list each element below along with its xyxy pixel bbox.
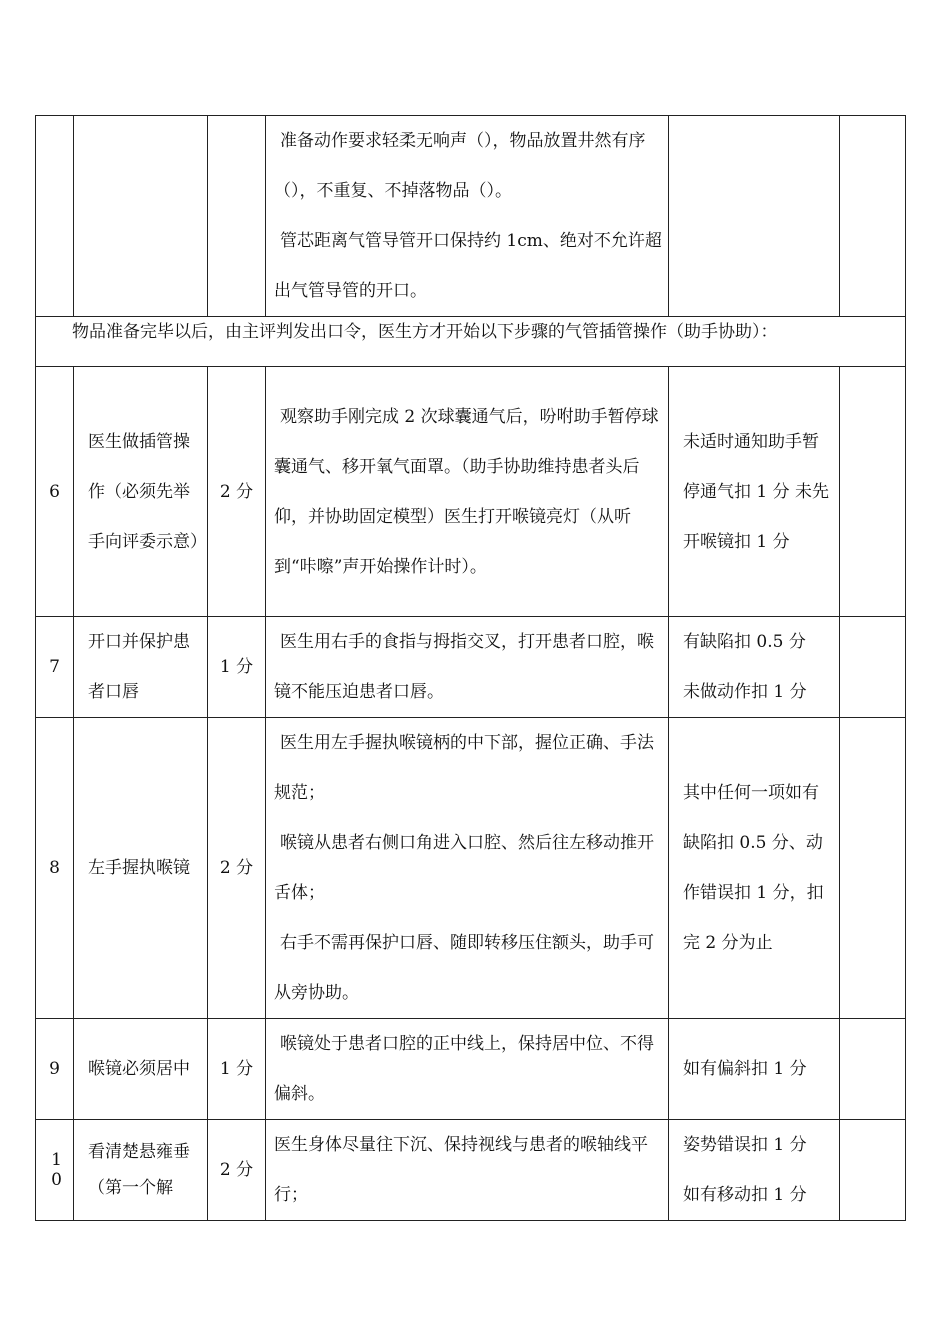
deduction-cell: 未适时通知助手暂停通气扣 1 分 未先开喉镜扣 1 分 <box>669 367 840 617</box>
table-row <box>36 1019 906 1120</box>
item-cell <box>74 116 208 317</box>
remark-cell <box>840 116 906 317</box>
number-cell: 9 <box>36 1019 74 1120</box>
table-row <box>36 367 906 617</box>
deduction-cell: 如有偏斜扣 1 分 <box>669 1019 840 1120</box>
deduction-cell <box>669 116 840 317</box>
table-row <box>36 1120 906 1221</box>
score-cell: 1 分 <box>208 1019 266 1120</box>
content-paragraph: 医生身体尽量往下沉、保持视线与患者的喉轴线平行； <box>274 1135 648 1205</box>
scoring-table <box>35 115 906 1221</box>
remark-cell <box>840 718 906 1019</box>
score-cell: 1 分 <box>208 617 266 718</box>
score-cell <box>208 116 266 317</box>
number-digit: 0 <box>51 1170 62 1190</box>
content-paragraph: 医生用左手握执喉镜柄的中下部，握位正确、手法规范； <box>274 733 654 803</box>
deduction-cell <box>669 1120 840 1221</box>
table-row <box>36 718 906 1019</box>
deduction-line: 如有移动扣 1 分 <box>683 1185 807 1205</box>
item-cell: 左手握执喉镜 <box>74 718 208 1019</box>
remark-cell <box>840 617 906 718</box>
number-cell <box>36 116 74 317</box>
content-cell <box>266 116 669 317</box>
table-row-prep <box>36 116 906 317</box>
deduction-line: 有缺陷扣 0.5 分 <box>683 632 806 652</box>
table-row <box>36 617 906 718</box>
content-paragraph: 喉镜从患者右侧口角进入口腔、然后往左移动推开舌体； <box>274 833 654 903</box>
number-cell <box>36 1120 74 1221</box>
content-paragraph: 医生用右手的食指与拇指交叉，打开患者口腔，喉镜不能压迫患者口唇。 <box>274 632 654 702</box>
content-cell <box>266 1120 669 1221</box>
deduction-cell <box>669 617 840 718</box>
remark-cell <box>840 367 906 617</box>
content-cell <box>266 718 669 1019</box>
item-cell: 喉镜必须居中 <box>74 1019 208 1120</box>
item-cell: 开口并保护患者口唇 <box>74 617 208 718</box>
deduction-line: 姿势错误扣 1 分 <box>683 1135 807 1155</box>
content-paragraph: 准备动作要求轻柔无响声（），物品放置井然有序（），不重复、不掉落物品（）。 <box>274 131 646 201</box>
instruction-note: 物品准备完毕以后，由主评判发出口令，医生方才开始以下步骤的气管插管操作（助手协助）： <box>36 317 906 367</box>
number-cell: 8 <box>36 718 74 1019</box>
score-cell: 2 分 <box>208 1120 266 1221</box>
content-cell <box>266 1019 669 1120</box>
deduction-line: 未做动作扣 1 分 <box>683 682 807 702</box>
score-cell: 2 分 <box>208 367 266 617</box>
item-cell: 看清楚悬雍垂（第一个解 <box>74 1120 208 1221</box>
content-cell <box>266 617 669 718</box>
content-paragraph: 喉镜处于患者口腔的正中线上，保持居中位、不得偏斜。 <box>274 1034 654 1104</box>
deduction-cell: 其中任何一项如有缺陷扣 0.5 分、动作错误扣 1 分，扣完 2 分为止 <box>669 718 840 1019</box>
content-paragraph: 右手不需再保护口唇、随即转移压住额头，助手可从旁协助。 <box>274 933 654 1003</box>
content-paragraph: 观察助手刚完成 2 次球囊通气后，吩咐助手暂停球囊通气、移开氧气面罩。（助手协助维持患者头后仰，并协助固定模型）医生打开喉镜亮灯（从听到“咔嚓”声开始操作计时）。 <box>274 406 659 577</box>
number-digit: 1 <box>51 1150 62 1170</box>
remark-cell <box>840 1120 906 1221</box>
table-row-note <box>36 317 906 367</box>
number-cell: 6 <box>36 367 74 617</box>
content-paragraph: 管芯距离气管导管开口保持约 1cm、绝对不允许超出气管导管的开口。 <box>274 231 662 301</box>
item-cell: 医生做插管操作（必须先举手向评委示意） <box>74 367 208 617</box>
content-cell <box>266 367 669 617</box>
remark-cell <box>840 1019 906 1120</box>
number-cell: 7 <box>36 617 74 718</box>
score-cell: 2 分 <box>208 718 266 1019</box>
